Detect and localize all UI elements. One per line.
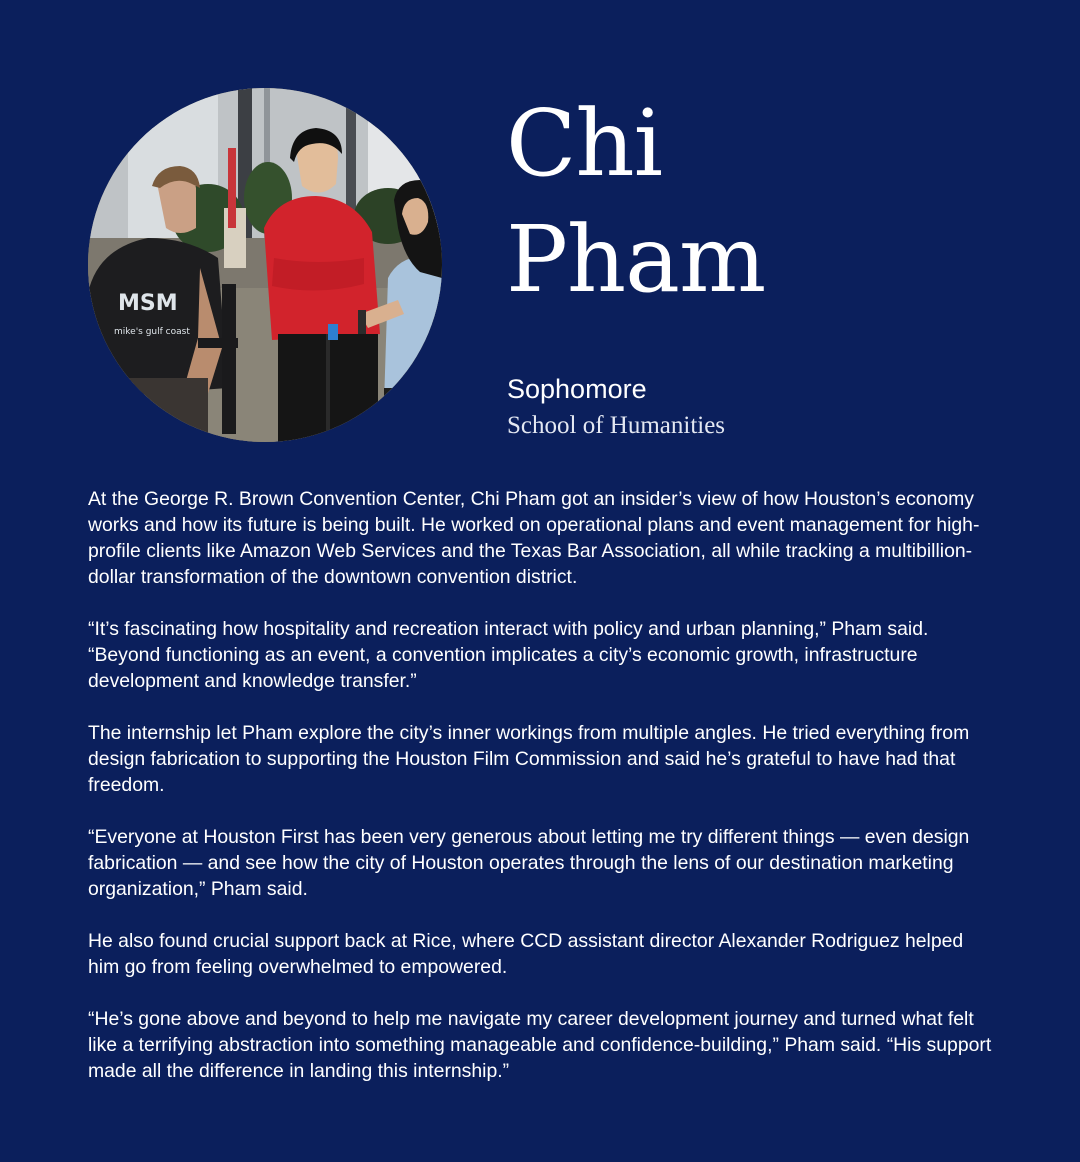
story-paragraph: At the George R. Brown Convention Center, Chi Pham got an insider’s view of how Houston’s economy works and how its future is being built. He worked on operational plans and event management for high-profile clients like Amazon Web Services and the Texas Bar Association, all while tracking a multibillion-dollar transformation of the downtown convention district. — [88, 488, 980, 588]
profile-photo — [88, 88, 442, 442]
story-paragraph: He also found crucial support back at Rice, where CCD assistant director Alexander Rodriguez helped him go from feeling overwhelmed to empowered. — [88, 930, 964, 978]
shirt-text-bottom: mike's gulf coast — [114, 327, 190, 337]
story-paragraph: “Everyone at Houston First has been very generous about letting me try different things — even design fabrication — and see how the city of Houston operates through the lens of our destination marketing organization,” Pham said. — [88, 826, 970, 900]
story-body — [88, 486, 992, 1110]
class-year: Sophomore — [507, 374, 647, 404]
story-paragraph: The internship let Pham explore the city’s inner workings from multiple angles. He tried everything from design fabrication to supporting the Houston Film Commission and said he’s grateful to have had that freedom. — [88, 722, 970, 796]
last-name: Pham — [506, 206, 766, 313]
student-name — [506, 86, 765, 318]
first-name: Chi — [506, 90, 663, 197]
profile-photo-illustration — [88, 88, 442, 442]
school-name: School of Humanities — [507, 412, 726, 439]
story-paragraph: “It’s fascinating how hospitality and recreation interact with policy and urban planning,” Pham said. “Beyond functioning as an event, a convention implicates a city’s economic growth, infrastructure development and knowledge transfer.” — [88, 618, 929, 692]
shirt-text-top: MSM — [118, 291, 178, 316]
story-paragraph: “He’s gone above and beyond to help me navigate my career development journey and turned what felt like a terrifying abstraction into something manageable and confidence-building,” Pham said. “His support made all the difference in landing this internship.” — [88, 1008, 992, 1082]
